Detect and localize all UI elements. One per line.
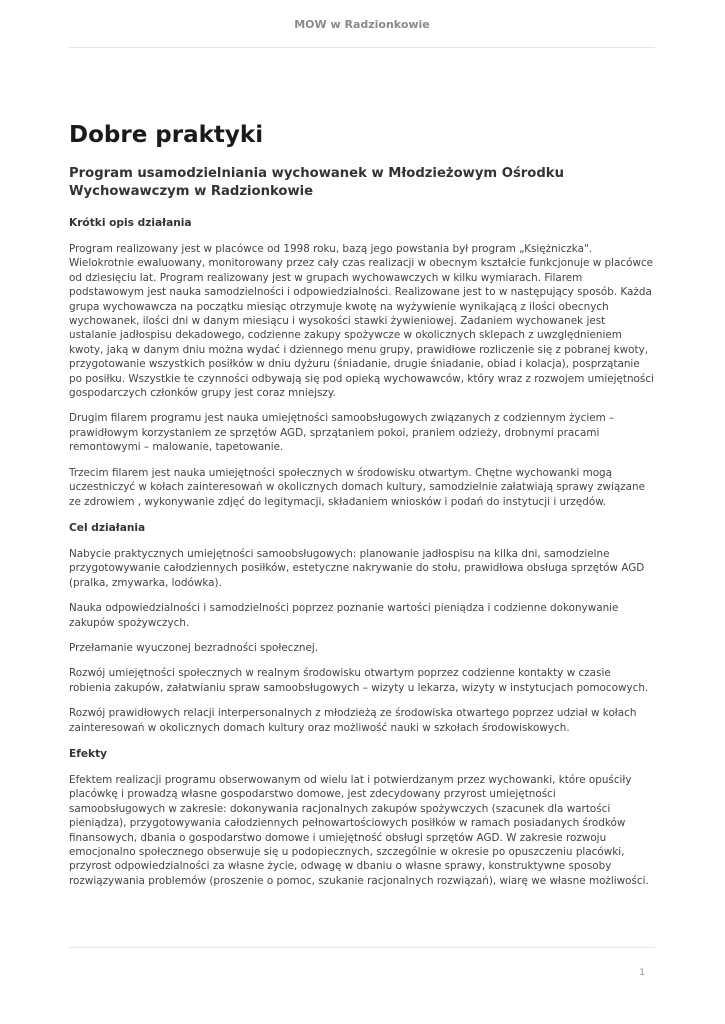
- section-heading-efekty: Efekty: [69, 747, 108, 760]
- section-opis: [69, 216, 655, 509]
- paragraph: Nauka odpowiedzialności i samodzielności poprzez poznanie wartości pieniądza i codzienne dokonywanie zakupów spożywczych.: [69, 602, 619, 629]
- page-title: Dobre praktyki: [69, 122, 264, 148]
- article-title: Program usamodzielniania wychowanek w Młodzieżowym Ośrodku Wychowawczym w Radzionkowie: [69, 166, 564, 199]
- section-heading-opis: Krótki opis działania: [69, 217, 192, 229]
- section-cel: [69, 521, 655, 735]
- paragraph: Rozwój prawidłowych relacji interpersonalnych z młodzieżą ze środowiska otwartego poprzez udział w kołach zainteresowań w okolicznych domach kultury oraz możliwość nauki w szkołach środowiskowych.: [69, 707, 637, 734]
- section-efekty: [69, 747, 655, 888]
- paragraph: Program realizowany jest w placówce od 1998 roku, bazą jego powstania był program „Księżniczka". Wielokrotnie ewaluowany, monitorowany przez cały czas realizacji w obecnym kształcie funkcjonuje w placówce od dziesięciu lat. Program realizowany jest w grupach wychowawczych w kilku wymiarach. Filarem podstawowym jest nauka samodzielności i odpowiedzialności. Realizowane jest to w następujący sposób. Każda grupa wychowawcza na początku miesiąc otrzymuje kwotę na wyżywienie wynikającą z ilości obecnych wychowanek, ilości dni w danym miesiącu i wysokości stawki żywieniowej. Zadaniem wychowanek jest ustalanie jadłospisu dekadowego, codzienne zakupy spożywcze w okolicznych sklepach z uwzględnieniem kwoty, jaką w danym dniu można wydać i dziennego menu grupy, prawidłowe rozliczenie się z pobranej kwoty, przygotowanie wszystkich posiłków w dniu dyżuru (śniadanie, drugie śniadanie, obiad i kolacja), posprzątanie po posiłku. Wszystkie te czynności odbywają się pod opieką wychowawców, który wraz z rozwojem umiejętności gospodarczych członków grupy jest coraz mniejszy.: [69, 243, 654, 400]
- paragraph: Nabycie praktycznych umiejętności samoobsługowych: planowanie jadłospisu na kilka dni, samodzielne przygotowywanie całodziennych posiłków, estetyczne nakrywanie do stołu, prawidłowa obsługa sprzętów AGD (pralka, zmywarka, lodówka).: [69, 547, 645, 589]
- page-header: [69, 0, 655, 48]
- paragraph: Trzecim filarem jest nauka umiejętności społecznych w środowisku otwartym. Chętne wychowanki mogą uczestniczyć w kołach zainteresowań w okolicznych domach kultury, samodzielnie załatwiają sprawy związane ze zdrowiem , wykonywanie zdjęć do legitymacji, składaniem wniosków i podań do instytucji i urzędów.: [69, 466, 645, 508]
- page-number: 1: [639, 968, 645, 978]
- paragraph: Efektem realizacji programu obserwowanym od wielu lat i potwierdzanym przez wychowanki, które opuściły placówkę i prowadzą własne gospodarstwo domowe, jest zdecydowany przyrost umiejętności samoobsługowych w zakresie: dokonywania racjonalnych zakupów spożywczych (szacunek dla wartości pieniądza), przygotowywania całodziennych pełnowartościowych posiłków w ramach posiadanych środków finansowych, dbania o gospodarstwo domowe i umiejętność obsługi sprzętów AGD. W zakresie rozwoju emocjonalno społecznego obserwuje się u podopiecznych, szczególnie w okresie po opuszczeniu placówki, przyrost odpowiedzialności za własne życie, odwagę w dbaniu o własne sprawy, konstruktywne sposoby rozwiązywania problemów (proszenie o pomoc, szukanie racjonalnych rozwiązań), wiarę we własne możliwości.: [69, 773, 649, 887]
- paragraph: Drugim filarem programu jest nauka umiejętności samoobsługowych związanych z codziennym życiem – prawidłowym korzystaniem ze sprzętów AGD, sprzątaniem pokoi, praniem odzieży, drobnymi pracami remontowymi – malowanie, tapetowanie.: [69, 412, 615, 454]
- paragraph: Rozwój umiejętności społecznych w realnym środowisku otwartym poprzez codzienne kontakty w czasie robienia zakupów, załatwianiu spraw samoobsługowych – wizyty u lekarza, wizyty w instytucjach pomocowych.: [69, 667, 649, 694]
- paragraph: Przełamanie wyuczonej bezradności społecznej.: [69, 641, 319, 654]
- section-heading-cel: Cel działania: [69, 521, 146, 534]
- document-content: [69, 120, 655, 888]
- footer-divider: [69, 947, 655, 948]
- site-name: MOW w Radzionkowie: [294, 18, 430, 31]
